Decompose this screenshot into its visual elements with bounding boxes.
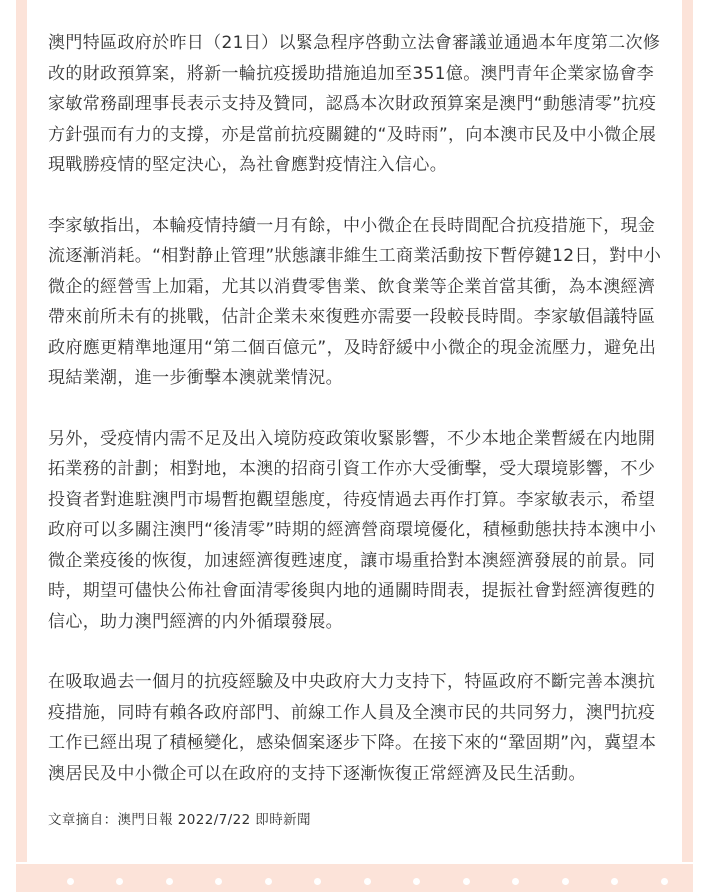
article-body <box>48 28 668 819</box>
dot-icon <box>116 878 123 885</box>
article-paragraph-2: 李家敏指出，本輪疫情持續一月有餘，中小微企在長時間配合抗疫措施下，現金流逐漸消耗。“相對静止管理”狀態讓非維生工商業活動按下暫停鍵12日，對中小微企的經營雪上加霜，尤其以消費零售業、飲食業等企業首當其衝，為本澳經濟帶來前所未有的挑戰，估計企業未來復甦亦需要一段較長時間。李家敏倡議特區政府應更精準地運用“第二個百億元”，及時舒緩中小微企的現金流壓力，避免出現結業潮，進一步衝擊本澳就業情況。 <box>48 215 662 388</box>
left-decorative-bar <box>16 0 27 862</box>
dot-icon <box>215 878 222 885</box>
dot-icon <box>463 878 470 885</box>
dot-icon <box>364 878 371 885</box>
dot-icon <box>611 878 618 885</box>
dot-icon <box>512 878 519 885</box>
footer-dots <box>16 878 693 886</box>
dot-icon <box>67 878 74 885</box>
article-paragraph-4: 在吸取過去一個月的抗疫經驗及中央政府大力支持下，特區政府不斷完善本澳抗疫措施，同時有賴各政府部門、前線工作人員及全澳市民的共同努力，澳門抗疫工作已經出現了積極變化，感染個案逐步下降。在接下來的“鞏固期”內，冀望本澳居民及中小微企可以在政府的支持下逐漸恢復正常經濟及民生活動。 <box>48 672 657 784</box>
article-paragraph-3: 另外，受疫情内需不足及出入境防疫政策收緊影響，不少本地企業暫緩在内地開拓業務的計劃；相對地，本澳的招商引資工作亦大受衝擊，受大環境影響，不少投資者對進駐澳門市場暫抱觀望態度，待疫情過去再作打算。李家敏表示，希望政府可以多關注澳門“後清零”時期的經濟營商環境優化，積極動態扶持本澳中小微企業疫後的恢復，加速經濟復甦速度，讓市場重拾對本澳經濟發展的前景。同時，期望可儘快公佈社會面清零後與内地的通關時間表，提振社會對經濟復甦的信心，助力澳門經濟的内外循環發展。 <box>48 428 657 632</box>
dot-icon <box>661 878 668 885</box>
right-decorative-bar <box>682 0 693 862</box>
article-paragraph-1: 澳門特區政府於昨日（21日）以緊急程序啓動立法會審議並通過本年度第二次修改的財政預算案，將新一輪抗疫援助措施追加至351億。澳門青年企業家協會李家敏常務副理事長表示支持及贊同，認爲本次財政預算案是澳門“動態清零”抗疫方針强而有力的支撐，亦是當前抗疫關鍵的“及時雨”，向本澳市民及中小微企展現戰勝疫情的堅定決心，為社會應對疫情注入信心。 <box>48 33 661 175</box>
dot-icon <box>314 878 321 885</box>
dot-icon <box>265 878 272 885</box>
footer-decorative-band <box>16 864 693 892</box>
dot-icon <box>562 878 569 885</box>
dot-icon <box>166 878 173 885</box>
article-source: 文章摘自：澳門日報 2022/7/22 即時新聞 <box>48 812 311 828</box>
dot-icon <box>413 878 420 885</box>
